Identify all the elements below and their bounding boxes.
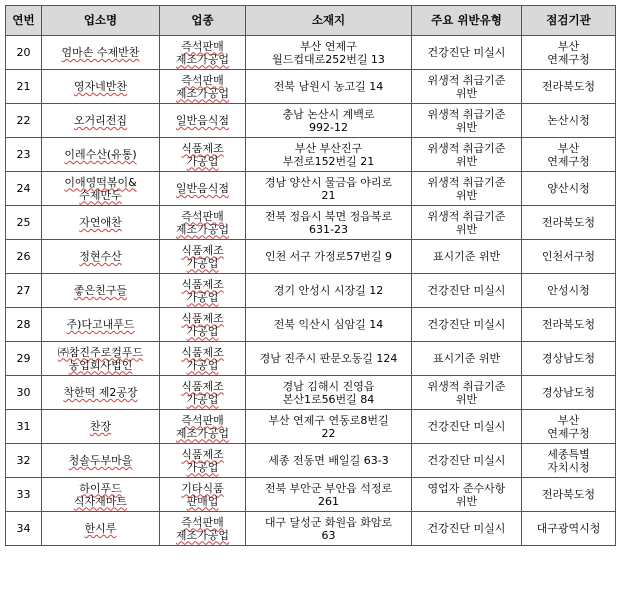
cell-no-text: 28 — [16, 318, 31, 331]
cell-no — [6, 308, 42, 342]
cell-no-text: 31 — [16, 420, 31, 433]
table-header — [6, 6, 616, 36]
cell-violation — [412, 308, 522, 342]
cell-business-name-text: 오거리전집 — [73, 114, 128, 127]
cell-business-type — [160, 138, 246, 172]
header-agency: 점검기관 — [522, 6, 616, 36]
cell-business-type-text: 식품제조 가공업 — [181, 277, 224, 304]
cell-business-name-text: 좋은친구들 — [73, 284, 128, 297]
table-row — [6, 274, 616, 308]
cell-business-name — [42, 478, 160, 512]
cell-business-type-text: 즉석판매 제조가공업 — [175, 209, 230, 236]
cell-business-name — [42, 274, 160, 308]
cell-business-type-text: 기타식품 판매업 — [181, 481, 224, 508]
cell-violation — [412, 240, 522, 274]
cell-violation-text: 위생적 취급기준 위반 — [427, 209, 506, 236]
cell-no-text: 20 — [16, 46, 31, 59]
cell-business-type-text: 일반음식점 — [175, 114, 230, 127]
cell-no — [6, 206, 42, 240]
cell-business-type — [160, 274, 246, 308]
table-row — [6, 342, 616, 376]
cell-violation-text: 위생적 취급기준 위반 — [427, 379, 506, 406]
cell-business-type — [160, 410, 246, 444]
cell-violation-text: 표시기준 위반 — [432, 250, 501, 263]
table-row — [6, 410, 616, 444]
cell-agency-text: 양산시청 — [547, 182, 590, 195]
cell-agency-text: 부산 연제구청 — [547, 141, 590, 168]
cell-no-text: 29 — [16, 352, 31, 365]
cell-business-name — [42, 206, 160, 240]
cell-agency — [522, 240, 616, 274]
cell-no-text: 21 — [16, 80, 31, 93]
cell-agency — [522, 70, 616, 104]
cell-business-type — [160, 512, 246, 546]
cell-address — [246, 410, 412, 444]
cell-no — [6, 342, 42, 376]
cell-business-type — [160, 444, 246, 478]
cell-agency — [522, 444, 616, 478]
cell-agency — [522, 36, 616, 70]
cell-agency-text: 경상남도청 — [541, 352, 596, 365]
cell-business-name — [42, 342, 160, 376]
cell-violation-text: 위생적 취급기준 위반 — [427, 175, 506, 202]
cell-business-type — [160, 342, 246, 376]
cell-no — [6, 70, 42, 104]
cell-violation — [412, 70, 522, 104]
cell-address — [246, 478, 412, 512]
header-address: 소재지 — [246, 6, 412, 36]
cell-business-name — [42, 138, 160, 172]
cell-address — [246, 342, 412, 376]
cell-violation — [412, 274, 522, 308]
cell-no-text: 22 — [16, 114, 31, 127]
cell-business-name — [42, 36, 160, 70]
cell-business-name — [42, 240, 160, 274]
cell-business-type — [160, 240, 246, 274]
cell-business-type-text: 식품제조 가공업 — [181, 311, 224, 338]
cell-agency-text: 부산 연제구청 — [547, 39, 590, 66]
cell-address — [246, 240, 412, 274]
cell-agency-text: 부산 연제구청 — [547, 413, 590, 440]
cell-violation-text: 건강진단 미실시 — [427, 318, 506, 331]
table-row — [6, 512, 616, 546]
cell-business-type-text: 식품제조 가공업 — [181, 141, 224, 168]
header-type: 업종 — [160, 6, 246, 36]
cell-business-type — [160, 308, 246, 342]
cell-agency — [522, 104, 616, 138]
header-no: 연번 — [6, 6, 42, 36]
cell-address — [246, 444, 412, 478]
cell-no-text: 26 — [16, 250, 31, 263]
cell-business-type — [160, 36, 246, 70]
table-body — [6, 36, 616, 546]
cell-business-name-text: 이레수산(유통) — [64, 148, 137, 161]
cell-no-text: 23 — [16, 148, 31, 161]
cell-business-name — [42, 410, 160, 444]
header-violation: 주요 위반유형 — [412, 6, 522, 36]
cell-agency — [522, 410, 616, 444]
cell-business-type — [160, 104, 246, 138]
cell-no-text: 34 — [16, 522, 31, 535]
cell-no — [6, 376, 42, 410]
cell-business-name-text: ㈜참진주로컬푸드 농업회사법인 — [57, 345, 144, 372]
cell-no — [6, 104, 42, 138]
cell-no — [6, 410, 42, 444]
cell-business-type-text: 즉석판매 제조가공업 — [175, 39, 230, 66]
cell-business-type — [160, 478, 246, 512]
cell-business-type-text: 즉석판매 제조가공업 — [175, 73, 230, 100]
header-row — [6, 6, 616, 36]
cell-violation-text: 위생적 취급기준 위반 — [427, 107, 506, 134]
table-row — [6, 36, 616, 70]
cell-agency — [522, 308, 616, 342]
cell-no — [6, 274, 42, 308]
cell-violation — [412, 444, 522, 478]
cell-business-name-text: 엄마손 수제반찬 — [61, 46, 140, 59]
cell-no-text: 25 — [16, 216, 31, 229]
cell-agency — [522, 138, 616, 172]
cell-agency — [522, 274, 616, 308]
cell-address-text: 대구 달성군 화원읍 화암로 63 — [264, 515, 393, 542]
cell-business-type-text: 일반음식점 — [175, 182, 230, 195]
cell-violation-text: 건강진단 미실시 — [427, 284, 506, 297]
cell-agency — [522, 376, 616, 410]
cell-agency-text: 전라북도청 — [541, 80, 596, 93]
cell-agency-text: 전라북도청 — [541, 488, 596, 501]
cell-no — [6, 444, 42, 478]
cell-business-name-text: 하이푸드 식자재마트 — [73, 481, 128, 508]
cell-address — [246, 206, 412, 240]
cell-business-name-text: 청솔두부마을 — [68, 454, 133, 467]
cell-business-type-text: 즉석판매 제조가공업 — [175, 515, 230, 542]
cell-business-name-text: 이애영떡볶이& 수제만두 — [64, 175, 137, 202]
cell-address — [246, 274, 412, 308]
cell-business-name-text: 찬장 — [89, 420, 112, 433]
cell-agency — [522, 478, 616, 512]
cell-address-text: 세종 전동면 배일길 63-3 — [268, 454, 389, 467]
cell-no-text: 30 — [16, 386, 31, 399]
cell-violation — [412, 478, 522, 512]
cell-no — [6, 36, 42, 70]
cell-violation — [412, 342, 522, 376]
table-row — [6, 138, 616, 172]
cell-address-text: 전북 남원시 농고길 14 — [273, 80, 384, 93]
cell-business-name-text: 한시루 — [84, 522, 117, 535]
cell-address-text: 충남 논산시 계백로 992-12 — [282, 107, 375, 134]
cell-business-type-text: 식품제조 가공업 — [181, 447, 224, 474]
cell-business-name — [42, 104, 160, 138]
cell-agency — [522, 512, 616, 546]
cell-address-text: 경남 양산시 물금읍 야리로 21 — [264, 175, 393, 202]
cell-business-name-text: 정현수산 — [79, 250, 122, 263]
cell-business-name-text: 자연애찬 — [79, 216, 122, 229]
cell-address-text: 경남 김해시 진영읍 본산1로56번길 84 — [282, 379, 375, 406]
cell-business-name — [42, 70, 160, 104]
cell-address — [246, 36, 412, 70]
cell-address-text: 경남 진주시 판문오동길 124 — [259, 352, 398, 365]
cell-business-name-text: 착한떡 제2공장 — [63, 386, 138, 399]
cell-agency-text: 전라북도청 — [541, 216, 596, 229]
cell-agency — [522, 172, 616, 206]
cell-business-type-text: 식품제조 가공업 — [181, 345, 224, 372]
cell-no-text: 24 — [16, 182, 31, 195]
cell-agency-text: 안성시청 — [547, 284, 590, 297]
cell-violation-text: 위생적 취급기준 위반 — [427, 141, 506, 168]
cell-agency-text: 세종특별 자치시청 — [547, 447, 590, 474]
table-row — [6, 206, 616, 240]
cell-no — [6, 138, 42, 172]
cell-violation — [412, 36, 522, 70]
cell-no — [6, 240, 42, 274]
cell-business-name — [42, 444, 160, 478]
cell-violation-text: 영업자 준수사항 위반 — [427, 481, 506, 508]
table-row — [6, 444, 616, 478]
cell-business-type-text: 식품제조 가공업 — [181, 379, 224, 406]
cell-business-name — [42, 512, 160, 546]
cell-violation-text: 위생적 취급기준 위반 — [427, 73, 506, 100]
table-row — [6, 376, 616, 410]
cell-violation-text: 건강진단 미실시 — [427, 522, 506, 535]
violation-table-container — [5, 5, 616, 546]
table-row — [6, 240, 616, 274]
cell-address-text: 전북 정읍시 북면 정읍북로 631-23 — [264, 209, 393, 236]
cell-agency — [522, 342, 616, 376]
cell-agency-text: 인천서구청 — [541, 250, 596, 263]
cell-address — [246, 138, 412, 172]
cell-business-type-text: 식품제조 가공업 — [181, 243, 224, 270]
cell-business-name — [42, 172, 160, 206]
cell-address — [246, 104, 412, 138]
table-row — [6, 478, 616, 512]
table-row — [6, 308, 616, 342]
table-row — [6, 104, 616, 138]
cell-address — [246, 70, 412, 104]
cell-violation-text: 표시기준 위반 — [432, 352, 501, 365]
cell-violation — [412, 206, 522, 240]
cell-violation — [412, 410, 522, 444]
cell-agency-text: 논산시청 — [547, 114, 590, 127]
cell-violation — [412, 172, 522, 206]
cell-no-text: 32 — [16, 454, 31, 467]
cell-business-type — [160, 70, 246, 104]
table-row — [6, 172, 616, 206]
cell-agency-text: 경상남도청 — [541, 386, 596, 399]
cell-no-text: 27 — [16, 284, 31, 297]
cell-address-text: 전북 익산시 심암길 14 — [273, 318, 384, 331]
cell-agency — [522, 206, 616, 240]
cell-no-text: 33 — [16, 488, 31, 501]
violation-table — [5, 5, 616, 546]
cell-business-name-text: 영자네반찬 — [73, 80, 128, 93]
cell-no — [6, 478, 42, 512]
cell-business-name — [42, 308, 160, 342]
cell-address-text: 전북 부안군 부안읍 석정로 261 — [264, 481, 393, 508]
cell-address — [246, 376, 412, 410]
cell-violation — [412, 138, 522, 172]
cell-violation-text: 건강진단 미실시 — [427, 46, 506, 59]
cell-violation-text: 건강진단 미실시 — [427, 454, 506, 467]
cell-no — [6, 512, 42, 546]
cell-violation — [412, 104, 522, 138]
cell-address — [246, 512, 412, 546]
cell-violation-text: 건강진단 미실시 — [427, 420, 506, 433]
cell-address-text: 경기 안성시 시장길 12 — [273, 284, 384, 297]
cell-business-name-text: 주)다고내푸드 — [66, 318, 135, 331]
cell-business-type — [160, 376, 246, 410]
cell-violation — [412, 512, 522, 546]
cell-agency-text: 전라북도청 — [541, 318, 596, 331]
cell-address — [246, 172, 412, 206]
cell-business-type-text: 즉석판매 제조가공업 — [175, 413, 230, 440]
cell-address-text: 인천 서구 가정로57번길 9 — [264, 250, 393, 263]
cell-address — [246, 308, 412, 342]
cell-violation — [412, 376, 522, 410]
cell-address-text: 부산 연제구 연동로8번길 22 — [268, 413, 389, 440]
table-row — [6, 70, 616, 104]
cell-agency-text: 대구광역시청 — [536, 522, 601, 535]
cell-business-type — [160, 206, 246, 240]
header-name: 업소명 — [42, 6, 160, 36]
cell-address-text: 부산 연제구 월드컵대로252번길 13 — [272, 39, 385, 66]
cell-address-text: 부산 부산진구 부전로152번길 21 — [282, 141, 375, 168]
cell-no — [6, 172, 42, 206]
cell-business-type — [160, 172, 246, 206]
cell-business-name — [42, 376, 160, 410]
